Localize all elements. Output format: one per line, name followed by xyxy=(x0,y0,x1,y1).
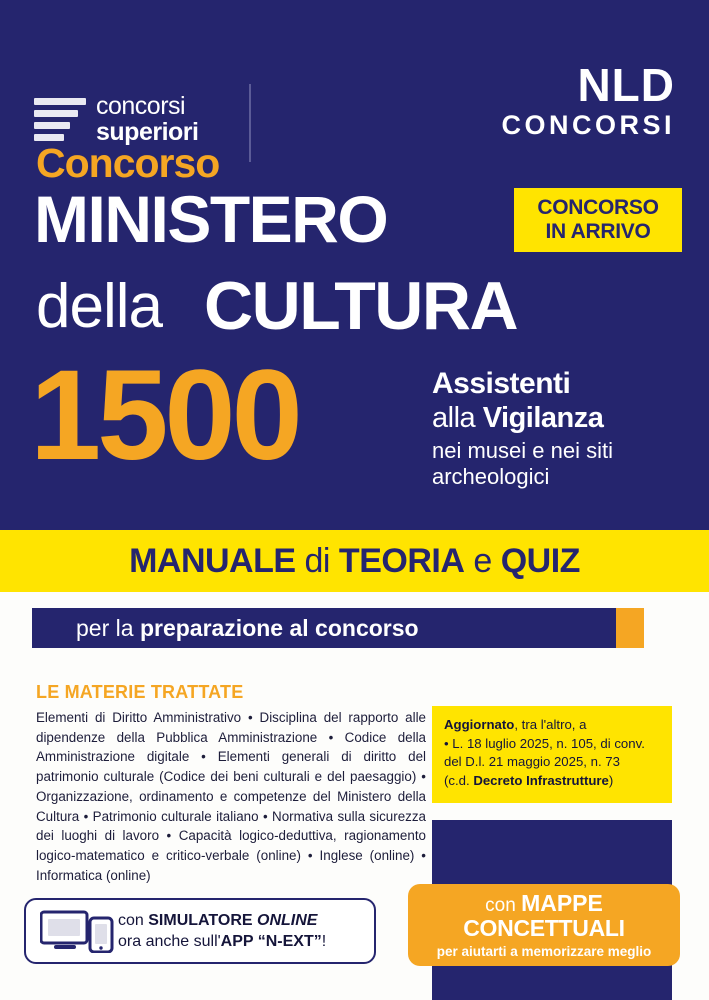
role-description xyxy=(432,368,686,491)
simulatore-line1-bold: SIMULATORE xyxy=(148,911,257,929)
title-number: 1500 xyxy=(30,344,299,487)
stacked-bars-icon xyxy=(34,98,86,142)
simulatore-line1-italic: ONLINE xyxy=(257,911,318,929)
simulatore-text xyxy=(118,910,326,952)
simulatore-line1 xyxy=(118,910,326,931)
nld-logo xyxy=(501,59,675,140)
subtitle-text xyxy=(54,615,419,642)
nld-mark: NLD xyxy=(577,59,675,111)
update-note-rest: , tra l'altro, a xyxy=(514,717,587,732)
role-line2-bold: Vigilanza xyxy=(482,401,604,434)
band-di: di xyxy=(304,541,330,580)
manuale-band xyxy=(0,530,709,592)
logo-divider xyxy=(249,84,251,162)
badge-line2: IN ARRIVO xyxy=(545,220,651,243)
subjects-body: Elementi di Diritto Amministrativo • Disciplina del rapporto alle dipendenze della Pubblica Amministrazione • Codice della Amministrazione digitale • Elementi generali di diritto del patrimonio culturale (Codice dei beni culturali e del paesaggio) • Organizzazione, ordinamento e competenze del Ministero della Cultura • Patrimonio culturale italiano • Normativa sulla sicurezza dei luoghi di lavoro • Capacità logico-deduttiva, ragionamento logico-matematico e critico-verbale (online) • Inglese (online) • Informatica (online) xyxy=(36,710,426,883)
role-line2-light: alla xyxy=(432,401,483,434)
subtitle-pre: per la xyxy=(76,614,140,641)
band-e: e xyxy=(473,541,492,580)
devices-icon xyxy=(40,909,114,953)
update-note-line3-bold: Decreto Infrastrutture xyxy=(473,773,609,789)
role-line3: nei musei e nei siti archeologici xyxy=(432,437,613,490)
subtitle-bar xyxy=(32,608,644,648)
badge-line1: CONCORSO xyxy=(537,196,659,220)
simulatore-line2-post: ! xyxy=(321,933,327,950)
simulatore-line2-bold: APP “N-EXT” xyxy=(220,933,322,950)
mappe-line1 xyxy=(485,891,603,916)
simulatore-line1-pre: con xyxy=(118,911,149,929)
band-teoria: TEORIA xyxy=(338,541,465,580)
concorsi-superiori-logo xyxy=(34,94,198,145)
band-quiz: QUIZ xyxy=(500,541,580,580)
badge-concorso-in-arrivo xyxy=(514,188,682,252)
simulatore-box xyxy=(24,898,376,964)
update-note-bold: Aggiornato xyxy=(444,717,515,732)
mappe-word: MAPPE xyxy=(521,890,603,917)
band-manuale: MANUALE xyxy=(129,541,296,580)
publisher-name-line2: superiori xyxy=(96,118,199,146)
update-note-line2: • L. 18 luglio 2025, n. 105, di conv. del D.l. 21 maggio 2025, n. 73 xyxy=(444,735,645,770)
update-note-line3-pre: (c.d. xyxy=(444,773,474,789)
subtitle-bar-accent xyxy=(616,608,644,648)
publisher-logo-row xyxy=(0,40,709,146)
subtitle-bold: preparazione al concorso xyxy=(139,614,419,641)
title-line-della: della xyxy=(36,272,162,341)
simulatore-line2-pre: ora anche sull' xyxy=(118,933,221,950)
subjects-heading: LE MATERIE TRATTATE xyxy=(36,682,244,702)
title-line-cultura: CULTURA xyxy=(204,268,518,344)
simulatore-line2 xyxy=(118,931,326,952)
update-note-box xyxy=(432,706,672,803)
role-line2 xyxy=(432,402,686,434)
update-note-line3 xyxy=(444,772,660,791)
mappe-sub: per aiutarti a memorizzare meglio xyxy=(436,943,652,959)
title-line-ministero: MINISTERO xyxy=(34,182,388,256)
manuale-band-text xyxy=(129,542,580,581)
mappe-con: con xyxy=(485,895,522,917)
nld-sublabel: CONCORSI xyxy=(501,110,675,140)
role-line1: Assistenti xyxy=(432,367,571,400)
mappe-line2: CONCETTUALI xyxy=(463,915,625,942)
mappe-concettuali-box xyxy=(408,884,680,966)
update-note-line3-post: ) xyxy=(608,773,614,789)
title-kicker: Concorso xyxy=(36,140,220,186)
update-note-line1 xyxy=(444,716,660,735)
publisher-name-line1: concorsi xyxy=(96,92,186,120)
